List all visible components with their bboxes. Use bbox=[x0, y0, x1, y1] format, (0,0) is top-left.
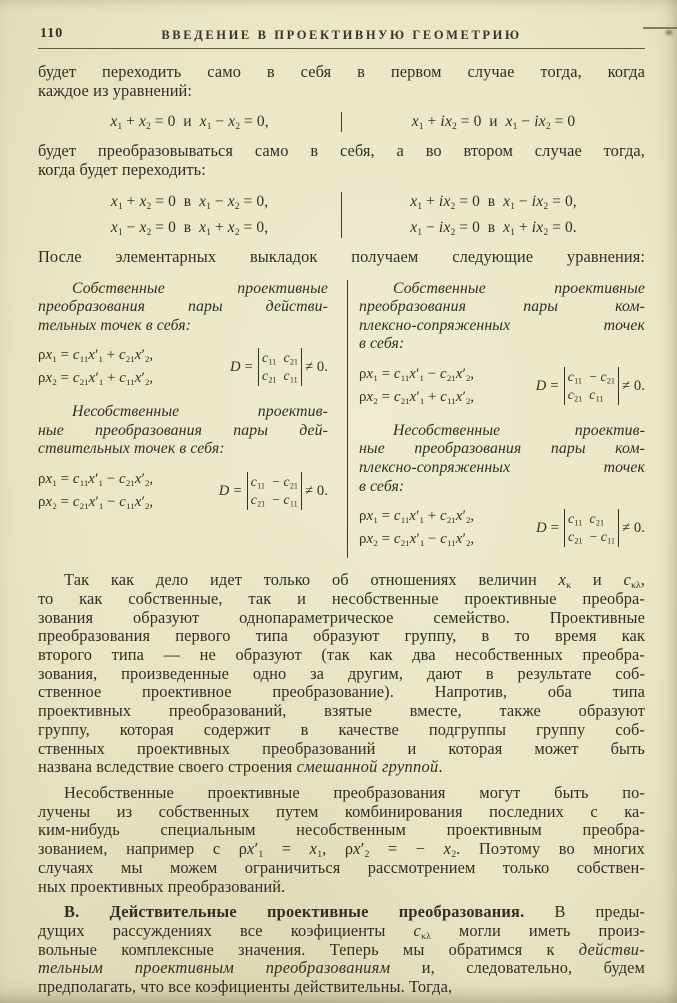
text-line: тельным проективным преобразованиям и, следовательно, будем bbox=[38, 958, 645, 978]
determinant-group bbox=[219, 472, 328, 510]
text-line: каждое из уравнений: bbox=[38, 80, 193, 100]
equation-line: $\rho x_2 = c_{21}x'_1 - c_{11}x'_2$, bbox=[38, 494, 154, 511]
equation-stack bbox=[38, 344, 153, 390]
determinant-condition: ≠ 0. bbox=[304, 482, 328, 499]
determinant-condition: ≠ 0. bbox=[621, 519, 645, 536]
text-line: ствительных точек в себя: bbox=[38, 440, 225, 458]
equation-line: $\rho x_2 = c_{21}x'_1 + c_{11}x'_2$, bbox=[359, 388, 475, 406]
text-line: тельных точек в себя: bbox=[38, 316, 192, 334]
equation-line: $x_1 + ix_2 = 0$ в $x_1 - ix_2 = 0$, bbox=[410, 192, 577, 212]
equation-stack bbox=[359, 505, 474, 551]
equation-stack bbox=[38, 468, 153, 514]
equation-group bbox=[359, 505, 645, 551]
text-line: будет преобразовываться само в себя, а во втором случае тогда, bbox=[38, 141, 645, 161]
equation-line: $\rho x_1 = c_{11}x'_1 + c_{21}x'_2$, bbox=[359, 508, 475, 526]
text-line: в себя: bbox=[359, 477, 405, 495]
determinant-matrix bbox=[564, 509, 619, 547]
equation-group bbox=[38, 468, 328, 514]
determinant-matrix bbox=[564, 367, 619, 405]
equation-line: $\rho x_2 = c_{21}x'_1 - c_{11}x'_2$, bbox=[359, 531, 475, 549]
determinant-entry: − $c_{11}$ bbox=[272, 492, 298, 509]
text-line: лучены из собственных путем комбинирования последних с ка- bbox=[38, 801, 645, 821]
equation-pair bbox=[38, 109, 645, 135]
text-line: ственное проективное преобразование). Напротив, оба типа bbox=[38, 682, 645, 702]
determinant-label: D = bbox=[230, 358, 253, 375]
text-line: группу, которая содержит в качестве подгруппы группу соб- bbox=[38, 719, 645, 739]
equation-stack bbox=[359, 363, 474, 409]
determinant-group bbox=[536, 367, 645, 405]
text-line: когда будет переходить: bbox=[38, 160, 206, 180]
paragraph bbox=[38, 571, 645, 777]
text-line: ственных проективных преобразований и которая может быть bbox=[38, 738, 645, 758]
running-title: ВВЕДЕНИЕ В ПРОЕКТИВНУЮ ГЕОМЕТРИЮ bbox=[161, 28, 522, 42]
equation-line: $x_1 + x_2 = 0$ в $x_1 - x_2 = 0$, bbox=[110, 192, 269, 212]
determinant-entry: − $c_{21}$ bbox=[272, 474, 298, 491]
determinant-entry: $c_{21}$ bbox=[568, 529, 583, 546]
text-line: плексно-сопряженных точек bbox=[359, 316, 645, 334]
header-rule-dash bbox=[643, 27, 677, 29]
determinant-condition: ≠ 0. bbox=[304, 358, 328, 375]
page-header bbox=[38, 25, 645, 44]
determinant-entry: − $c_{11}$ bbox=[589, 529, 615, 546]
determinant-entry: $c_{21}$ bbox=[567, 386, 583, 404]
determinant-entry: $c_{11}$ bbox=[567, 368, 582, 386]
determinant-label: D = bbox=[218, 482, 242, 499]
text-line: ных проективных преобразований. bbox=[38, 876, 286, 896]
equation-line: $\rho x_2 = c_{21}x'_1 + c_{11}x'_2$, bbox=[38, 370, 154, 388]
equation-group bbox=[38, 344, 328, 390]
determinant-entry: $c_{11}$ bbox=[589, 386, 604, 404]
column-left bbox=[38, 277, 344, 565]
determinant-entry: $c_{21}$ bbox=[250, 492, 266, 509]
text-line: После элементарных выкладок получаем следующие уравнения: bbox=[38, 246, 645, 266]
text-line: Собственные проективные bbox=[393, 279, 645, 297]
paragraph bbox=[38, 63, 645, 100]
column-heading bbox=[359, 422, 645, 496]
text-line: плексно-сопряженных точек bbox=[359, 459, 645, 477]
column-right bbox=[344, 277, 645, 565]
text-line: вольные комплексные значения. Теперь мы обратимся к действи- bbox=[38, 939, 645, 959]
determinant-label: D = bbox=[535, 377, 559, 394]
text-line: преобразования первого типа образуют группу, в то время как bbox=[38, 626, 645, 646]
paragraph bbox=[38, 248, 645, 267]
equation-right-stack bbox=[342, 109, 645, 135]
text-line: предполагать, что все коэфициенты действительны. Тогда, bbox=[38, 977, 453, 997]
text-line: преобразования пары действи- bbox=[38, 298, 328, 316]
equation-line: $\rho x_1 = c_{11}x'_1 + c_{21}x'_2$, bbox=[38, 347, 154, 365]
column-heading bbox=[38, 403, 328, 459]
determinant-entry: $c_{11}$ bbox=[283, 368, 298, 385]
text-line: зования, произведенные одно за другим, дают в результате соб- bbox=[38, 663, 645, 683]
equation-left-stack bbox=[38, 109, 341, 135]
text-line: Несобственные проектив- bbox=[72, 403, 328, 421]
text-line: ные преобразования пары ком- bbox=[359, 440, 645, 458]
text-line: второго типа — не образуют (так как два несобственных преобра- bbox=[38, 645, 645, 665]
text-line: проективных преобразований, взятые вместе, также образуют bbox=[38, 701, 645, 721]
text-line: дущих рассуждениях все коэфициенты $c_{\kappa\lambda}$ могли иметь произ- bbox=[38, 920, 645, 943]
text-line: в себя: bbox=[359, 335, 405, 353]
text-line: Собственные проективные bbox=[72, 279, 328, 297]
text-line: Так как дело идет только об отношениях величин $x_\kappa$ и $c_{\kappa\lambda}$, bbox=[64, 570, 645, 592]
text-line: преобразования пары ком- bbox=[359, 298, 645, 316]
text-line: названа вследствие своего строения смешанной группой. bbox=[38, 757, 443, 777]
equation-line: $x_1 + ix_2 = 0$ и $x_1 - ix_2 = 0$ bbox=[411, 113, 576, 133]
columns-block bbox=[38, 277, 645, 565]
determinant-entry: $c_{11}$ bbox=[250, 474, 265, 491]
determinant-entry: $c_{21}$ bbox=[589, 511, 605, 528]
column-heading bbox=[359, 280, 645, 354]
text-line: ные преобразования пары дей- bbox=[38, 421, 328, 439]
text-line: Несобственные проектив- bbox=[393, 421, 645, 439]
determinant-entry: $c_{21}$ bbox=[261, 368, 277, 385]
text-line: Несобственные проективные преобразования могут быть по- bbox=[64, 783, 645, 802]
paragraph bbox=[38, 903, 645, 997]
text-line: В. Действительные проективные преобразования. В преды- bbox=[64, 902, 645, 922]
equation-line: $\rho x_1 = c_{11}x'_1 - c_{21}x'_2$, bbox=[38, 471, 154, 488]
equation-line: $x_1 + x_2 = 0$ и $x_1 - x_2 = 0$, bbox=[110, 113, 269, 133]
equation-right-stack bbox=[342, 189, 645, 241]
equation-line: $\rho x_1 = c_{11}x'_1 - c_{21}x'_2$, bbox=[359, 365, 475, 383]
equation-left-stack bbox=[38, 189, 341, 241]
determinant-entry: − $c_{21}$ bbox=[589, 368, 615, 386]
text-line: ким-нибудь специальным несобственным проективным преобра- bbox=[38, 820, 645, 840]
equation-line: $x_1 - ix_2 = 0$ в $x_1 + ix_2 = 0$. bbox=[410, 218, 577, 238]
text-line: зования образуют однопараметрическое семейство. Проективные bbox=[38, 607, 645, 627]
paragraph bbox=[38, 142, 645, 179]
text-line: случаях мы можем ограничиться рассмотрением только собствен- bbox=[38, 857, 645, 877]
determinant-entry: $c_{11}$ bbox=[568, 511, 583, 528]
text-line: зованием, например с $\rho x'_1 = x_1$, $\rho x'_2$ = − $x_2$. Поэтому во многих bbox=[38, 839, 645, 861]
determinant-entry: $c_{21}$ bbox=[283, 350, 298, 367]
page-body bbox=[38, 63, 645, 997]
text-line: будет переходить само в себя в первом случае тогда, когда bbox=[38, 62, 645, 81]
header-rule bbox=[38, 48, 645, 49]
column-divider bbox=[347, 280, 348, 559]
determinant-label: D = bbox=[536, 519, 560, 536]
determinant-matrix bbox=[247, 472, 302, 510]
determinant-entry: $c_{11}$ bbox=[261, 350, 277, 367]
equation-pair bbox=[38, 189, 645, 241]
paper-stain bbox=[663, 28, 675, 37]
paragraph bbox=[38, 784, 645, 896]
equation-group bbox=[359, 363, 645, 409]
determinant-group bbox=[536, 509, 645, 547]
text-line: то как собственные, так и несобственные проективные преобра- bbox=[38, 588, 645, 608]
determinant-matrix bbox=[258, 348, 302, 386]
column-heading bbox=[38, 280, 328, 336]
determinant-condition: ≠ 0. bbox=[621, 377, 645, 394]
page-number: 110 bbox=[40, 26, 64, 41]
determinant-group bbox=[230, 348, 328, 386]
equation-line: $x_1 - x_2 = 0$ в $x_1 + x_2 = 0$, bbox=[110, 218, 269, 238]
